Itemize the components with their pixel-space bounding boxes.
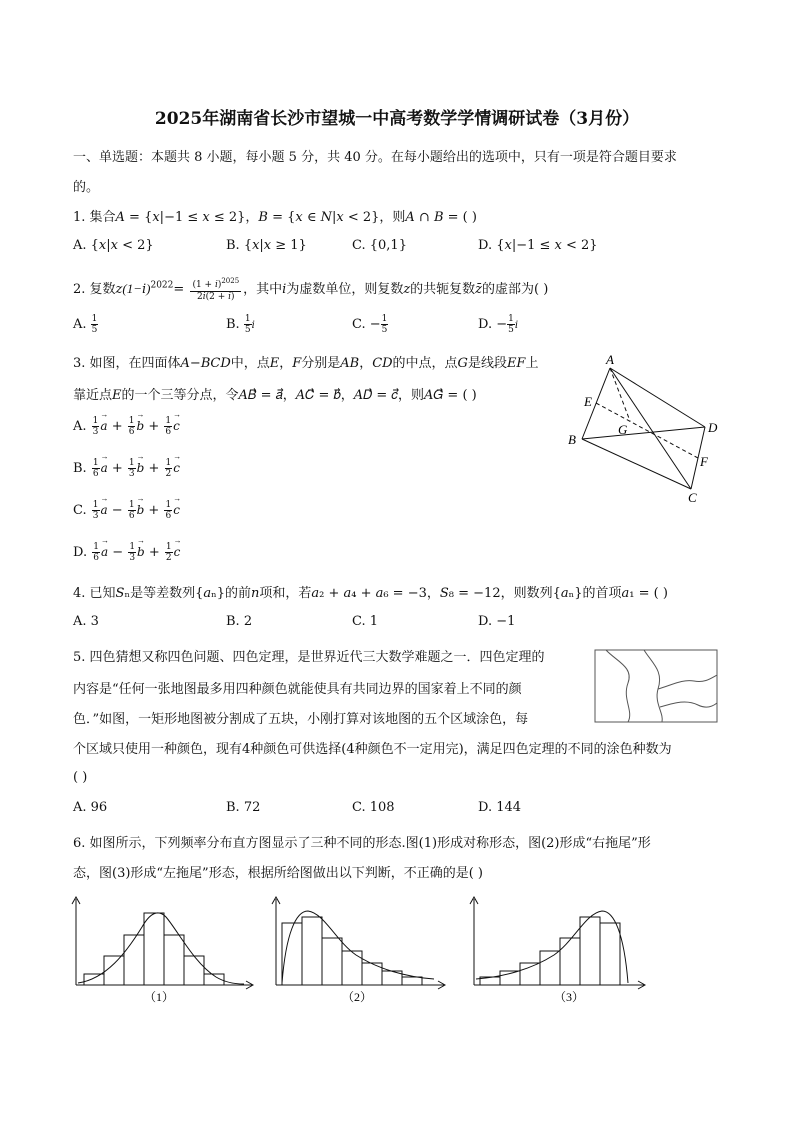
q5-stem-line3: 色．”如图，一矩形地图被分割成了五块，小刚打算对该地图的五个区域涂色，每	[73, 712, 529, 727]
q2-fraction-numerator: (1 + 𝑖)	[192, 280, 222, 290]
q3-stem-line1: 3. 如图，在四面体𝐴−𝐵𝐶𝐷中，点𝐸，𝐹分别是𝐴𝐵，𝐶𝐷的中点，点𝐺是线段𝐸𝐹上	[73, 356, 539, 371]
q2-b-imag: 𝑖	[251, 320, 255, 331]
bar	[342, 951, 362, 985]
q4-option-d: D. −1	[478, 614, 516, 629]
q4-stem: 4. 已知𝑆ₙ是等差数列{𝑎ₙ}的前𝑛项和，若𝑎₂ + 𝑎₄ + 𝑎₆ = −3，𝑆₈ = −12，则数列{𝑎ₙ}的首项𝑎₁ = ( )	[73, 586, 668, 601]
q3-fraction	[92, 542, 100, 563]
vector-arrow-icon: →	[100, 494, 109, 503]
q3-option-label: D.	[73, 545, 88, 560]
q3-vector	[100, 536, 109, 560]
q3-sign: +	[111, 461, 123, 476]
q3-fraction-num: 1	[128, 416, 135, 426]
q3-option-a	[73, 410, 182, 437]
bar	[520, 963, 540, 985]
segment-ef	[596, 403, 698, 458]
q3-vector	[173, 410, 182, 434]
q3-fraction-den: 6	[92, 469, 99, 479]
q3-option-b	[73, 452, 182, 479]
q3-fraction	[164, 416, 172, 437]
vector-arrow-icon: →	[100, 410, 109, 419]
q6-stem-line1: 6. 如图所示，下列频率分布直方图显示了三种不同的形态.图(1)形成对称形态，图(2)形成“右拖尾”形	[73, 836, 651, 851]
q3-fraction	[128, 500, 136, 521]
bar	[144, 913, 164, 985]
q3-vector	[100, 452, 109, 476]
density-curve	[282, 911, 434, 983]
q2-d-imag: 𝑖	[514, 320, 519, 331]
bar	[500, 971, 520, 985]
q3-vector-name: 𝑏	[136, 461, 145, 475]
section-instruction-line1: 一、单选题：本题共 8 小题，每小题 5 分，共 40 分。在每小题给出的选项中，只有一项是符合题目要求	[73, 150, 677, 165]
q2-a-fraction	[91, 314, 99, 335]
histogram-right-skewed	[266, 893, 456, 1008]
edge-bd	[582, 427, 705, 439]
q3-vector-name: 𝑏	[136, 419, 145, 433]
vector-arrow-icon: →	[173, 494, 182, 503]
q2-option-c	[352, 314, 388, 335]
q3-vector	[137, 536, 146, 560]
q3-fraction-den: 6	[128, 427, 135, 437]
vector-arrow-icon: →	[100, 536, 109, 545]
q3-vector-name: 𝑎	[100, 545, 109, 559]
q2-c-fraction	[381, 314, 389, 335]
q3-fraction	[165, 458, 173, 479]
q2-d-label: D. −	[478, 317, 508, 332]
q3-fraction-num: 1	[92, 458, 99, 468]
q2-number: 2. 复数	[73, 282, 116, 297]
q3-fraction-den: 3	[92, 511, 99, 521]
q3-fraction-den: 6	[165, 511, 172, 521]
q3-sign: +	[148, 503, 160, 518]
q3-fraction-den: 6	[128, 511, 135, 521]
q2-fraction-denominator: 2𝑖(2 + 𝑖)	[197, 292, 235, 302]
q3-stem-line2: 靠近点𝐸的一个三等分点，令𝐴𝐵⃗ = 𝑎⃗，𝐴𝐶⃗ = 𝑏⃗，𝐴𝐷⃗ = 𝑐⃗，则𝐴𝐺⃗ = ( )	[73, 388, 477, 403]
bar	[124, 935, 144, 985]
label-a: A	[606, 352, 614, 367]
q5-option-c: C. 108	[352, 800, 395, 815]
q2-equals: =	[173, 282, 185, 297]
vector-arrow-icon: →	[136, 494, 145, 503]
q3-fraction	[128, 542, 136, 563]
q3-fraction-num: 1	[165, 500, 172, 510]
label-b: B	[568, 432, 576, 447]
q3-option-label: A.	[73, 419, 87, 434]
vector-arrow-icon: →	[173, 452, 182, 461]
q1-stem: 1. 集合𝐴 = {𝑥|−1 ≤ 𝑥 ≤ 2}，𝐵 = {𝑥 ∈ 𝑁|𝑥 < 2}，则𝐴 ∩ 𝐵 = ( )	[73, 210, 477, 225]
q4-option-a: A. 3	[73, 614, 99, 629]
q2-c-num: 1	[381, 314, 388, 324]
q3-fraction	[92, 458, 100, 479]
q3-fraction-den: 6	[93, 553, 99, 563]
q2-b-label: B.	[226, 317, 240, 332]
q3-fraction-den: 6	[165, 427, 172, 437]
q3-vector	[100, 494, 109, 518]
bar	[104, 956, 124, 985]
q3-fraction-den: 3	[128, 469, 135, 479]
label-d: D	[708, 420, 718, 435]
q3-option-c	[73, 494, 182, 521]
q5-option-d: D. 144	[478, 800, 522, 815]
q3-option-d	[73, 536, 182, 563]
q3-fraction-num: 1	[92, 500, 99, 510]
q1-option-c: C. {0,1}	[352, 238, 407, 253]
vector-arrow-icon: →	[100, 452, 109, 461]
q2-c-label: C. −	[352, 317, 381, 332]
q3-fraction-num: 1	[128, 458, 135, 468]
q1-option-a: A. {𝑥|𝑥 < 2}	[73, 238, 154, 253]
histogram-label-1: （1）	[144, 990, 175, 1004]
q2-d-num: 1	[508, 314, 514, 324]
q2-b-den: 5	[244, 325, 251, 335]
q3-vector-name: 𝑐	[173, 503, 180, 517]
q3-fraction-den: 3	[92, 427, 99, 437]
label-c: C	[688, 490, 697, 505]
q3-vector-name: 𝑐	[173, 545, 181, 559]
tetrahedron-figure	[560, 348, 730, 508]
q2-lhs: 𝑧(1−𝑖)	[115, 281, 151, 296]
q3-fraction	[92, 416, 100, 437]
q3-vector	[173, 536, 182, 560]
q3-vector-name: 𝑏	[137, 545, 145, 559]
bar	[184, 956, 204, 985]
q4-option-c: C. 1	[352, 614, 379, 629]
q5-option-a: A. 96	[73, 800, 108, 815]
bar	[540, 951, 560, 985]
histogram-symmetric	[66, 893, 256, 1008]
q3-fraction-num: 1	[129, 542, 136, 552]
q3-sign: −	[112, 545, 124, 560]
bar	[302, 917, 322, 985]
q3-vector	[173, 494, 182, 518]
page-title: 2025年湖南省长沙市望城一中高考数学学情调研试卷（3月份）	[154, 109, 640, 129]
bar	[322, 938, 342, 985]
q3-fraction-num: 1	[128, 500, 135, 510]
q3-fraction-den: 2	[165, 553, 172, 563]
vector-arrow-icon: →	[136, 410, 145, 419]
histogram-label-3: （3）	[554, 990, 585, 1004]
q3-vector	[136, 410, 145, 434]
map-border	[595, 650, 717, 722]
q3-sign: −	[111, 503, 123, 518]
bar	[580, 917, 600, 985]
q2-rest: ，其中𝑖为虚数单位，则复数𝑧的共轭复数𝑧̄的虚部为( )	[243, 282, 549, 297]
q2-d-den: 5	[508, 325, 514, 335]
q3-sign: +	[148, 545, 160, 560]
q3-fraction-den: 2	[165, 469, 172, 479]
vector-arrow-icon: →	[173, 410, 182, 419]
q5-stem-line4: 个区域只使用一种颜色，现有4种颜色可供选择(4种颜色不一定用完)，满足四色定理的不同的涂色种数为	[73, 742, 672, 757]
q2-c-den: 5	[381, 325, 388, 335]
q5-stem-line2: 内容是“任何一张地图最多用四种颜色就能使具有共同边界的国家着上不同的颜	[73, 682, 522, 697]
q3-fraction	[164, 500, 172, 521]
histogram-label-2: （2）	[342, 990, 373, 1004]
histogram-left-skewed	[464, 893, 654, 1008]
q3-fraction	[165, 542, 173, 563]
bar	[402, 977, 422, 985]
q3-sign: +	[148, 461, 160, 476]
q2-b-num: 1	[244, 314, 251, 324]
q3-vector	[173, 452, 182, 476]
q2-a-num: 1	[91, 314, 98, 324]
q3-vector-name: 𝑏	[136, 503, 145, 517]
q3-fraction-num: 1	[93, 542, 99, 552]
segment-ag	[610, 368, 630, 421]
q2-exponent: 2022	[150, 280, 174, 291]
q1-option-b: B. {𝑥|𝑥 ≥ 1}	[226, 238, 307, 253]
q2-a-den: 5	[91, 325, 98, 335]
bar	[84, 974, 104, 985]
q3-fraction-den: 3	[129, 553, 136, 563]
q3-fraction-num: 1	[165, 416, 172, 426]
q3-fraction-num: 1	[165, 542, 172, 552]
q2-fraction-exponent: 2025	[221, 277, 240, 285]
vector-arrow-icon: →	[173, 536, 182, 545]
q5-stem-line1: 5. 四色猜想又称四色问题、四色定理，是世界近代三大数学难题之一．四色定理的	[73, 650, 545, 665]
q5-option-b: B. 72	[226, 800, 261, 815]
q3-vector-name: 𝑎	[100, 419, 108, 433]
q3-fraction	[128, 416, 136, 437]
q2-option-a	[73, 314, 98, 335]
q3-vector	[100, 410, 109, 434]
label-f: F	[700, 454, 708, 469]
q3-fraction	[92, 500, 100, 521]
bar	[560, 938, 580, 985]
q2-d-fraction	[507, 314, 515, 335]
label-g: G	[618, 422, 628, 437]
density-curve	[78, 913, 244, 984]
q3-sign: +	[111, 419, 123, 434]
q2-fraction	[190, 276, 241, 303]
q2-b-fraction	[244, 314, 252, 335]
q2-option-b	[226, 314, 255, 335]
q4-option-b: B. 2	[226, 614, 253, 629]
q3-option-label: B.	[73, 461, 87, 476]
edge-ad	[610, 368, 705, 427]
section-instruction-line2: 的。	[73, 180, 100, 195]
q3-sign: +	[148, 419, 160, 434]
bar	[164, 935, 184, 985]
q1-option-d: D. {𝑥|−1 ≤ 𝑥 < 2}	[478, 238, 598, 253]
q6-stem-line2: 态，图(3)形成“左拖尾”形态，根据所给图做出以下判断，不正确的是( )	[73, 866, 483, 881]
bar	[600, 923, 620, 985]
q5-stem-line5: ( )	[73, 770, 88, 785]
q3-option-label: C.	[73, 503, 87, 518]
q3-fraction-num: 1	[92, 416, 99, 426]
q3-vector-name: 𝑐	[173, 461, 180, 475]
label-e: E	[584, 394, 592, 409]
q2-a-label: A.	[73, 317, 87, 332]
vector-arrow-icon: →	[136, 452, 145, 461]
density-curve	[476, 911, 628, 983]
q2-option-d	[478, 314, 518, 335]
q3-vector-name: 𝑎	[100, 503, 108, 517]
q3-fraction-num: 1	[165, 458, 172, 468]
q3-fraction	[128, 458, 136, 479]
four-color-map-figure	[594, 649, 718, 723]
q3-vector	[136, 452, 145, 476]
q2-stem	[73, 276, 548, 303]
q3-vector	[136, 494, 145, 518]
q3-vector-name: 𝑐	[173, 419, 180, 433]
vector-arrow-icon: →	[137, 536, 146, 545]
q3-vector-name: 𝑎	[100, 461, 108, 475]
